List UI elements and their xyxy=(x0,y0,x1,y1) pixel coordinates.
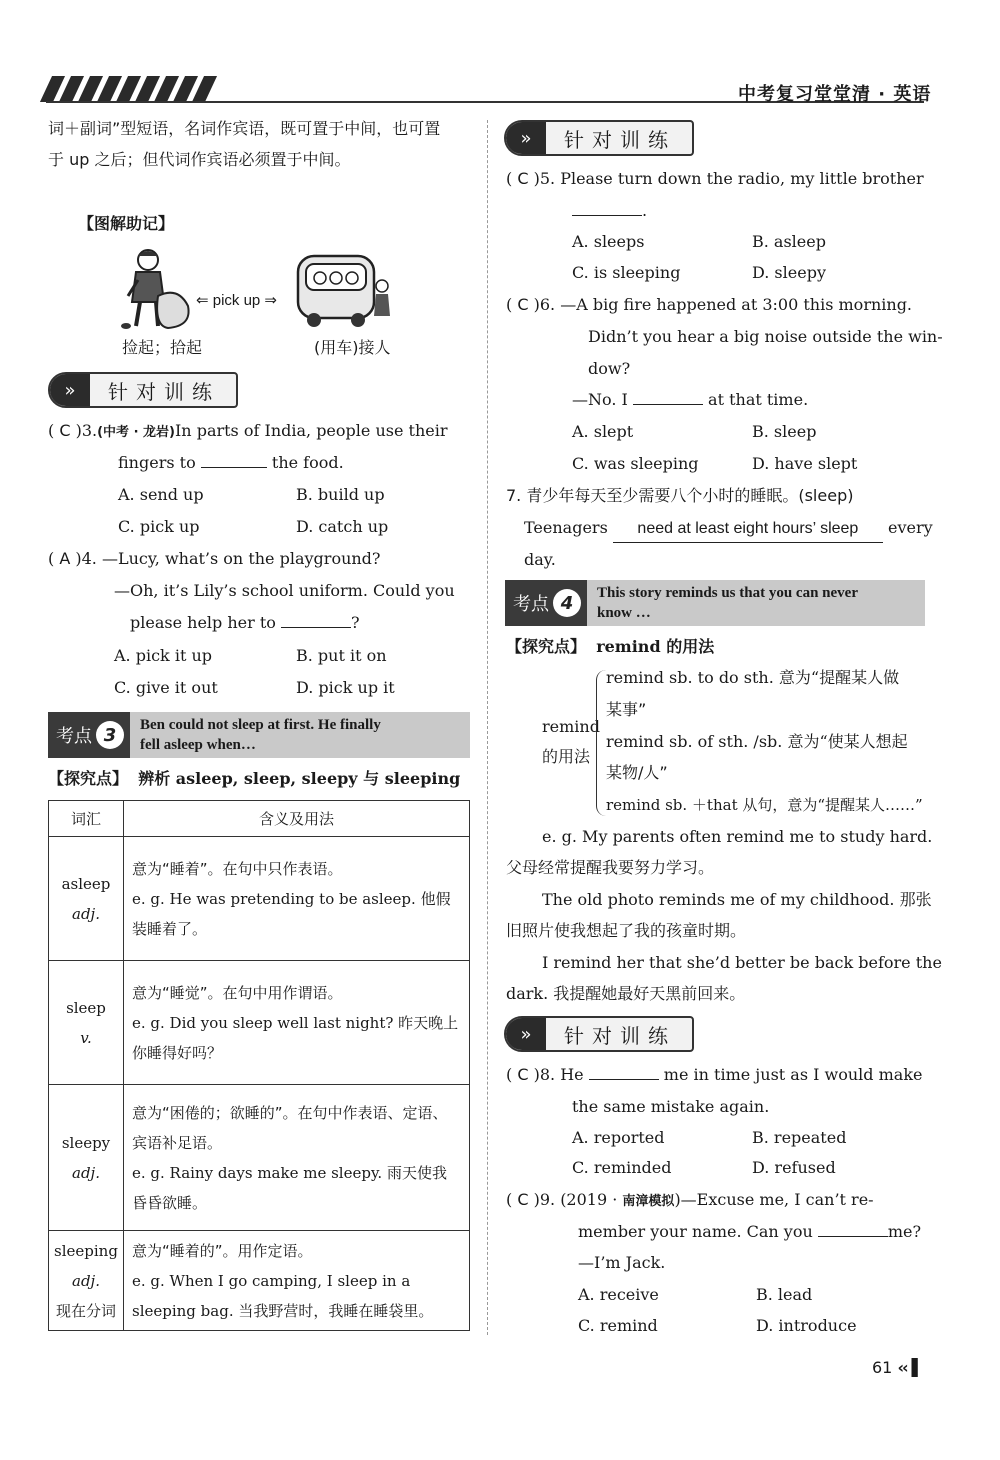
kaodian-number: 3 xyxy=(96,721,124,749)
kaodian-number: 4 xyxy=(553,589,581,617)
explore-point-3: 【探究点】 辨析 asleep, sleep, sleepy 与 sleeping xyxy=(48,769,461,788)
table-row xyxy=(49,961,470,1085)
vocab-definition: 意为“睡觉”。在句中用作谓语。 xyxy=(132,983,343,1002)
remind-usage-2b: 某物/人” xyxy=(606,763,668,782)
diagram-phrase: ⇐ pick up ⇒ xyxy=(196,292,277,309)
kaodian-4-banner xyxy=(505,580,925,626)
question-5-line-2: . xyxy=(572,198,647,224)
option-d[interactable]: D. sleepy xyxy=(752,263,826,282)
answer-mark: C xyxy=(59,421,71,440)
diagram-label: 【图解助记】 xyxy=(78,214,175,233)
answer-blank[interactable] xyxy=(201,450,267,468)
question-source: (中考 · 龙岩) xyxy=(97,425,175,440)
kaodian-tag: 考点 xyxy=(56,726,92,747)
header-stripes xyxy=(46,76,216,102)
question-4-line-3: please help her to ? xyxy=(130,610,360,636)
diagram-right-caption: (用车)接人 xyxy=(314,338,391,357)
option-c[interactable]: C. reminded xyxy=(572,1158,672,1177)
remind-usage-2a: remind sb. of sth. /sb. 意为“使某人想起 xyxy=(606,732,908,751)
answer-blank[interactable] xyxy=(633,387,703,405)
vocab-word: asleep xyxy=(61,874,111,893)
table-row xyxy=(49,1085,470,1231)
training-banner-label: 针对训练 xyxy=(108,379,220,404)
option-c[interactable]: C. remind xyxy=(578,1316,658,1335)
question-9-line-2: member your name. Can you me? xyxy=(578,1219,921,1245)
question-4-line-2: —Oh, it’s Lily’s school uniform. Could you xyxy=(114,581,455,600)
question-6-line-3: dow? xyxy=(588,359,631,378)
question-4: ( A )4. —Lucy, what’s on the playground? xyxy=(48,549,381,568)
double-chevron-icon: » xyxy=(50,374,90,406)
vocab-word: sleeping xyxy=(54,1241,118,1260)
answer-mark: A xyxy=(59,549,71,568)
remind-usage-1a: remind sb. to do sth. 意为“提醒某人做 xyxy=(606,668,900,687)
option-a[interactable]: A. sleeps xyxy=(572,232,645,251)
remind-head-2: 的用法 xyxy=(542,747,591,766)
vocab-pos: adj. xyxy=(72,1271,100,1290)
answer-blank[interactable] xyxy=(281,610,351,628)
vocab-comparison-table xyxy=(48,800,470,1331)
question-7-line-2: Teenagers need at least eight hours’ sleep every xyxy=(524,515,933,543)
training-banner-label: 针对训练 xyxy=(564,1023,676,1048)
question-7-line-3: day. xyxy=(524,550,556,569)
option-a[interactable]: A. reported xyxy=(572,1128,665,1147)
vocab-word: sleepy xyxy=(61,1133,111,1152)
option-d[interactable]: D. catch up xyxy=(296,517,389,536)
training-banner-3 xyxy=(504,1016,694,1052)
vocab-example: e. g. When I go camping, I sleep in a sleeping bag. 当我野营时，我睡在睡袋里。 xyxy=(132,1271,434,1320)
answer-mark: C xyxy=(517,1190,529,1209)
option-c[interactable]: C. was sleeping xyxy=(572,454,699,473)
vocab-pos: adj. xyxy=(72,904,100,923)
table-header-word: 词汇 xyxy=(49,801,124,837)
kaodian-text-1: This story reminds us that you can never xyxy=(597,585,858,601)
table-header-row xyxy=(49,801,470,837)
question-3-line-2: fingers to the food. xyxy=(118,450,344,476)
answer-mark: C xyxy=(517,295,529,314)
page-number: 61 ‹‹ ▌ xyxy=(872,1358,925,1377)
option-a[interactable]: A. receive xyxy=(578,1285,659,1304)
intro-line-1: 词＋副词”型短语，名词作宾语，既可置于中间，也可置 xyxy=(48,119,441,138)
example-3-cn: dark. 我提醒她最好天黑前回来。 xyxy=(506,984,746,1003)
vocab-example: e. g. He was pretending to be asleep. 他假装睡着了。 xyxy=(132,889,451,938)
vocab-word: sleep xyxy=(66,998,106,1017)
vocab-example: e. g. Did you sleep well last night? 昨天晚上你睡得好吗？ xyxy=(132,1013,459,1062)
translation-answer-field[interactable]: need at least eight hours’ sleep xyxy=(613,515,883,543)
kaodian-text-2: know … xyxy=(597,605,651,621)
double-chevron-icon: » xyxy=(506,1018,546,1050)
answer-blank[interactable] xyxy=(572,198,642,216)
option-b[interactable]: B. build up xyxy=(296,485,385,504)
kaodian-3-banner xyxy=(48,712,470,758)
question-7: 7. 青少年每天至少需要八个小时的睡眠。(sleep) xyxy=(506,486,854,505)
question-3: ( C )3.(中考 · 龙岩)In parts of India, people use their xyxy=(48,421,448,440)
answer-blank[interactable] xyxy=(818,1219,888,1237)
question-8-line-2: the same mistake again. xyxy=(572,1097,770,1116)
example-1-cn: 父母经常提醒我要努力学习。 xyxy=(506,858,715,877)
training-banner-label: 针对训练 xyxy=(564,127,676,152)
vocab-extra: 现在分词 xyxy=(55,1301,116,1320)
option-a[interactable]: A. pick it up xyxy=(114,646,213,665)
question-9: ( C )9. (2019 · 南漳模拟)—Excuse me, I can’t re- xyxy=(506,1190,874,1209)
training-banner-1 xyxy=(48,372,238,408)
question-8: ( C )8. He me in time just as I would make xyxy=(506,1062,923,1088)
vocab-pos: adj. xyxy=(72,1163,100,1182)
option-a[interactable]: A. slept xyxy=(572,422,634,441)
double-chevron-icon: » xyxy=(506,122,546,154)
vocab-definition: 意为“睡着的”。用作定语。 xyxy=(132,1241,313,1260)
option-c[interactable]: C. pick up xyxy=(118,517,200,536)
answer-mark: C xyxy=(517,169,529,188)
boy-picking-up-illustration xyxy=(118,246,200,336)
remind-head-1: remind xyxy=(542,717,600,736)
option-d[interactable]: D. introduce xyxy=(756,1316,857,1335)
kaodian-tag: 考点 xyxy=(513,594,549,615)
curly-brace xyxy=(596,670,606,816)
intro-line-2: 于 up 之后；但代词作宾语必须置于中间。 xyxy=(48,150,351,169)
option-b[interactable]: B. lead xyxy=(756,1285,813,1304)
option-b[interactable]: B. sleep xyxy=(752,422,817,441)
bus-pickup-illustration xyxy=(296,250,400,330)
option-d[interactable]: D. pick up it xyxy=(296,678,395,697)
option-a[interactable]: A. send up xyxy=(118,485,204,504)
column-divider xyxy=(487,120,488,1335)
training-banner-2 xyxy=(504,120,694,156)
diagram-left-caption: 捡起；拾起 xyxy=(122,338,203,357)
header-title: 中考复习堂堂清 · 英语 xyxy=(738,84,932,105)
table-header-definition: 含义及用法 xyxy=(124,801,470,837)
table-row xyxy=(49,837,470,961)
remind-usage-3: remind sb. ＋that 从句，意为“提醒某人……” xyxy=(606,796,923,814)
example-3-en: I remind her that she’d better be back before the xyxy=(542,953,942,972)
question-source: 南漳模拟 xyxy=(622,1194,675,1209)
kaodian-text-1: Ben could not sleep at first. He finally xyxy=(140,717,381,733)
question-6-line-2: Didn’t you hear a big noise outside the win- xyxy=(588,327,943,346)
vocab-example: e. g. Rainy days make me sleepy. 雨天使我昏昏欲睡。 xyxy=(132,1163,447,1212)
answer-mark: C xyxy=(517,1065,529,1084)
question-9-line-3: —I’m Jack. xyxy=(578,1253,666,1272)
option-d[interactable]: D. refused xyxy=(752,1158,836,1177)
answer-blank[interactable] xyxy=(589,1062,659,1080)
question-6: ( C )6. —A big fire happened at 3:00 this morning. xyxy=(506,295,913,314)
example-1-en: e. g. My parents often remind me to study hard. xyxy=(542,827,933,846)
table-row xyxy=(49,1231,470,1331)
vocab-definition: 意为“睡着”。在句中只作表语。 xyxy=(132,859,343,878)
vocab-pos: v. xyxy=(80,1028,92,1047)
question-6-line-4: —No. I at that time. xyxy=(572,387,808,413)
kaodian-text-2: fell asleep when… xyxy=(140,737,256,753)
option-c[interactable]: C. give it out xyxy=(114,678,218,697)
vocab-definition: 意为“困倦的；欲睡的”。在句中作表语、定语、宾语补足语。 xyxy=(132,1103,448,1152)
example-2-en: The old photo reminds me of my childhood. 那张 xyxy=(542,890,932,909)
option-b[interactable]: B. repeated xyxy=(752,1128,847,1147)
option-c[interactable]: C. is sleeping xyxy=(572,263,681,282)
question-5: ( C )5. Please turn down the radio, my little brother xyxy=(506,169,924,188)
option-d[interactable]: D. have slept xyxy=(752,454,858,473)
remind-usage-1b: 某事” xyxy=(606,700,647,719)
option-b[interactable]: B. asleep xyxy=(752,232,826,251)
option-b[interactable]: B. put it on xyxy=(296,646,387,665)
example-2-cn: 旧照片使我想起了我的孩童时期。 xyxy=(506,921,747,940)
explore-point-4: 【探究点】 remind 的用法 xyxy=(506,637,715,656)
